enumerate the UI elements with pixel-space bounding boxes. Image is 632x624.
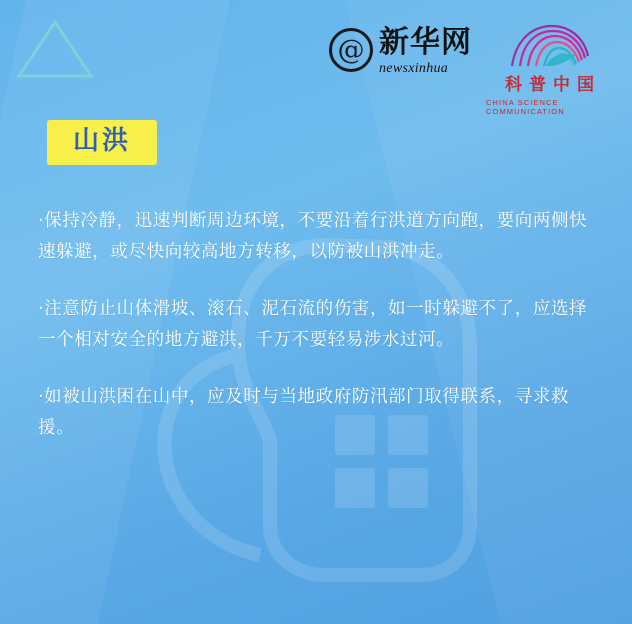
title-badge [47,120,157,165]
xinhua-name-cn: 新华网 [379,25,472,60]
xinhua-logo-text [379,25,472,76]
xinhua-logo [329,22,472,76]
page-title: 山洪 [73,126,132,156]
kepu-name-en: CHINA SCIENCE COMMUNICATION [486,98,565,116]
advice-paragraph: ·保持冷静，迅速判断周边环境，不要沿着行洪道方向跑，要向两侧快速躲避，或尽快向较高地方转移，以防被山洪冲走。 [38,210,588,262]
kepu-china-logo [486,22,614,116]
kepu-name-cn: 科普中国 [505,75,601,95]
at-symbol-icon: @ [329,28,373,72]
advice-list [38,188,596,444]
header-logos [329,22,614,116]
advice-paragraph: ·如被山洪困在山中，应及时与当地政府防汛部门取得联系，寻求救援。 [38,386,570,438]
triangle-decoration-icon [16,18,94,80]
xinhua-name-en: newsxinhua [379,61,449,76]
advice-paragraph: ·注意防止山体滑坡、滚石、泥石流的伤害，如一时躲避不了，应选择一个相对安全的地方避洪，千万不要轻易涉水过河。 [38,298,588,350]
kepu-mark-icon [506,22,594,68]
